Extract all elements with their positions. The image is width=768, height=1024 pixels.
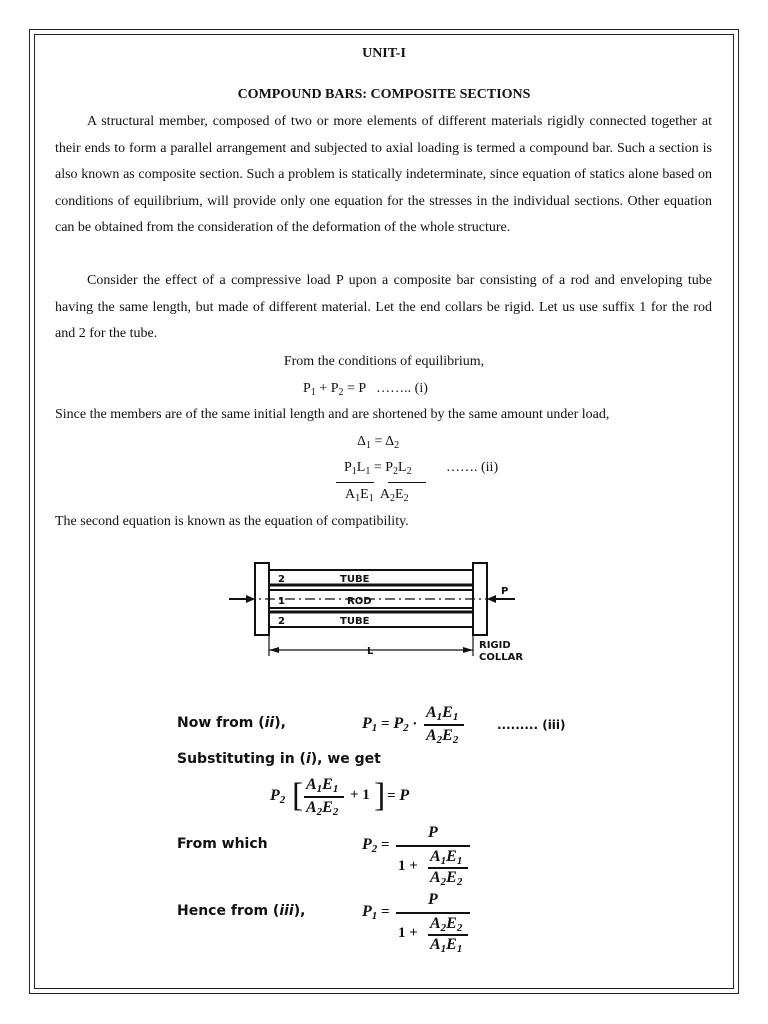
same-length-text: Since the members are of the same initial length and are shortened by the same amount under load,	[55, 407, 610, 422]
fraction-bar-right	[388, 482, 426, 483]
equation-p2-left: $P_2$ =	[362, 836, 390, 855]
equation-p1-num: P	[428, 891, 438, 908]
tube-bottom-number: 2	[278, 616, 285, 627]
equation-p1-ratio-den: $A_2E_2$	[426, 727, 459, 746]
tube-bottom-label: TUBE	[340, 616, 370, 627]
fraction-bar-p2	[396, 845, 470, 847]
equation-compat-denominator: $A_1E_1$ $A_2E_2$	[345, 487, 409, 504]
fraction-bar-iii	[424, 724, 464, 726]
paragraph-intro: A structural member, composed of two or more elements of different materials rigidly connected together at their ends to form a parallel arrangement and subjected to axial loading is termed a compound bar. Such a section is also known as composite section. Such a problem is statically indeterminate, since equation of statics alone based on conditions of equilibrium, will provide only one equation for the stresses in the individual sections. Other equation can be obtained from the consideration of the deformation of the whole structure.	[55, 114, 712, 235]
unit-heading: UNIT-I	[362, 46, 406, 61]
substituting-label: Substituting in (i), we get	[177, 751, 381, 767]
equation-p2-one: 1 +	[398, 858, 418, 874]
equation-compat-numerator: $P_1L_1 = P_2L_2$	[344, 460, 412, 477]
equation-delta: $\Delta_1 = \Delta_2$	[357, 434, 400, 451]
equation-subst-plus: + 1	[350, 787, 370, 803]
fraction-bar-p1	[396, 912, 470, 914]
equation-p1-ratio-left: $P_1 = P_2$ ·	[362, 715, 418, 734]
equation-p1-one: 1 +	[398, 925, 418, 941]
paragraph-consider: Consider the effect of a compressive load P upon a composite bar consisting of a rod and enveloping tube having the same length, but made of different material. Let the end collars be rigid. Let us use suffix 1 for the rod and 2 for the tube.	[55, 273, 712, 341]
from-which-label: From which	[177, 836, 268, 852]
fraction-bar-subst	[304, 796, 344, 798]
load-label: P	[501, 586, 509, 597]
equation-subst-right: = P	[387, 787, 410, 804]
tube-top-label: TUBE	[340, 574, 370, 585]
equation-p2-inner-num: $A_1E_1$	[430, 848, 463, 867]
tube-top-number: 2	[278, 574, 285, 585]
bracket-close: ]	[374, 777, 386, 814]
fraction-bar-left	[336, 482, 374, 483]
now-from-label: Now from (ii),	[177, 715, 286, 731]
compatibility-text: The second equation is known as the equation of compatibility.	[55, 514, 409, 529]
equation-subst-left: $P_2$	[270, 787, 286, 806]
hence-from-label: Hence from (iii),	[177, 903, 306, 919]
equation-equilibrium: $P_1 + P_2 = P$ …….. (i)	[303, 381, 428, 398]
composite-bar-figure	[225, 560, 530, 670]
equation-subst-num: $A_1E_1$	[306, 776, 339, 795]
section-title: COMPOUND BARS: COMPOSITE SECTIONS	[237, 87, 531, 102]
equation-ii-tag: ……. (ii)	[446, 460, 499, 475]
equation-p1-inner-den: $A_1E_1$	[430, 936, 463, 955]
collar-label-1: RIGID	[479, 640, 511, 651]
equation-i-tag: …….. (i)	[376, 381, 428, 396]
rod-label: ROD	[347, 596, 372, 607]
bracket-open: [	[292, 777, 304, 814]
equation-p1-ratio-num: $A_1E_1$	[426, 704, 459, 723]
equation-p2-num: P	[428, 824, 438, 841]
collar-label-2: COLLAR	[479, 652, 524, 663]
equation-p1-inner-num: $A_2E_2$	[430, 915, 463, 934]
equation-subst-den: $A_2E_2$	[306, 799, 339, 818]
rod-number: 1	[278, 596, 285, 607]
equilibrium-intro: From the conditions of equilibrium,	[283, 354, 485, 369]
equation-p1-left: $P_1$ =	[362, 903, 390, 922]
length-label: L	[367, 646, 374, 657]
equation-p2-inner-den: $A_2E_2$	[430, 869, 463, 888]
equation-iii-tag: ......... (iii)	[497, 718, 566, 732]
